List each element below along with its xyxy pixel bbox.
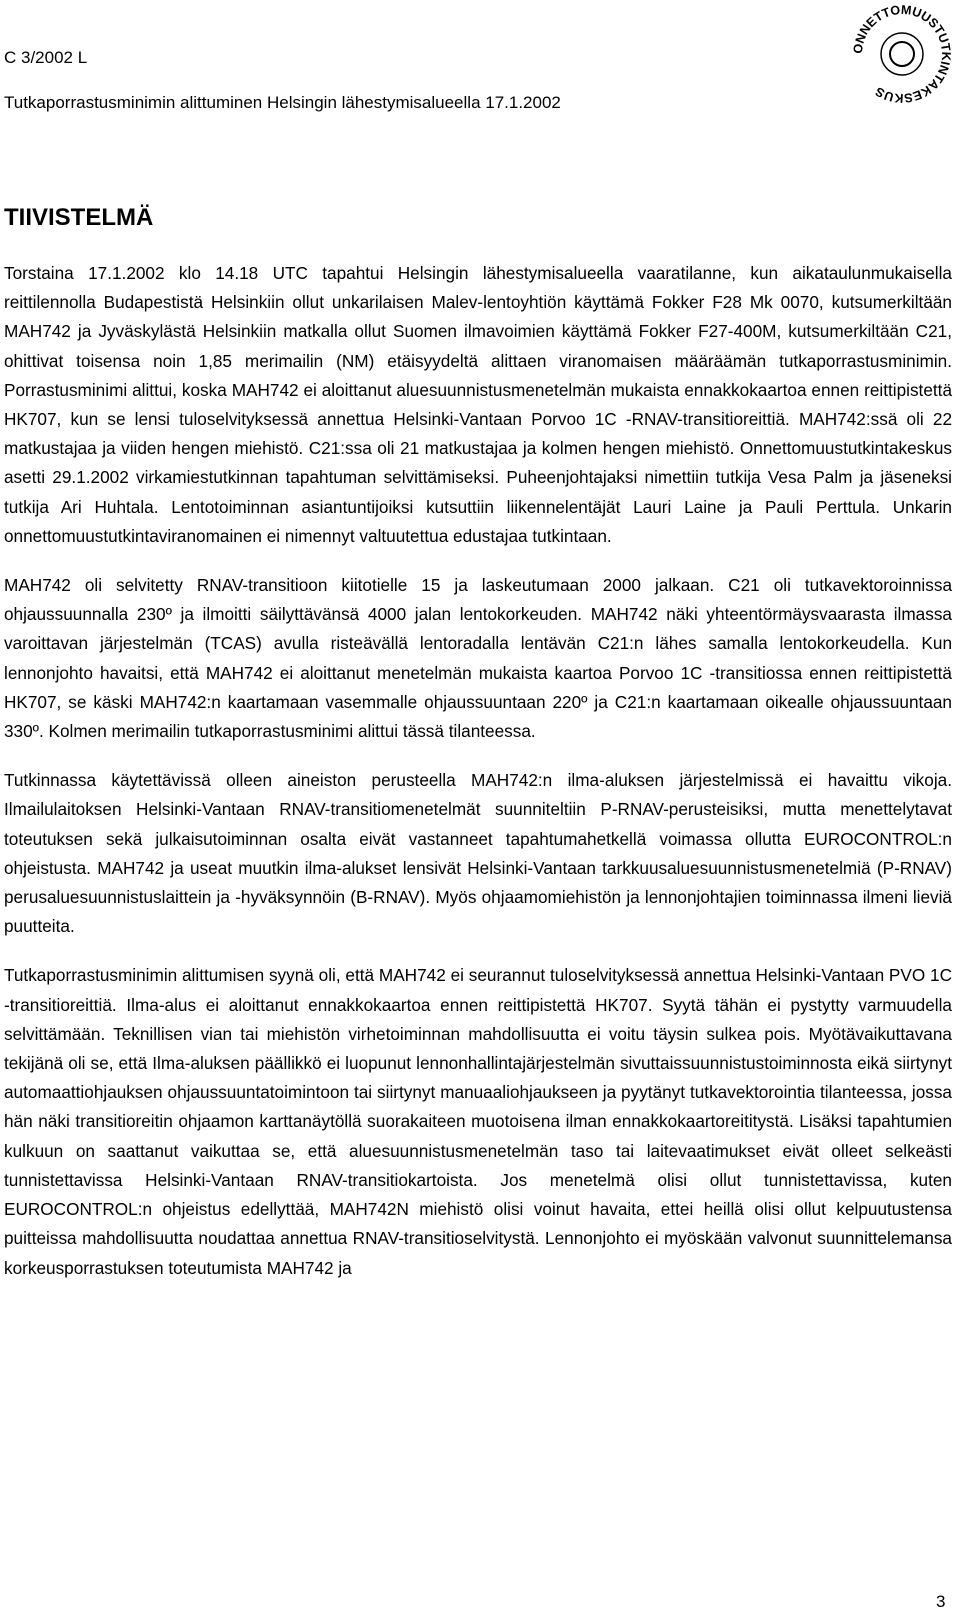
paragraph: Tutkaporrastusminimin alittumisen syynä oli, että MAH742 ei seurannut tuloselvityksessä annettua Helsinki-Vantaan PVO 1C -transitioreittiä. Ilma-alus ei aloittanut ennakkokaartoa ennen reittipistettä HK707. Syytä tähän ei pystytty varmuudella selvittämään. Teknillisen vian tai miehistön virhetoiminnan mahdollisuutta ei voitu täysin sulkea pois. Myötävaikuttavana tekijänä oli se, että Ilma-aluksen päällikkö ei luopunut lennonhallintajärjestelmän sivuttaissuunnistustoiminnosta eikä siirtynyt automaattiohjauksen ohjaussuuntatoimintoon tai siirtynyt manuaaliohjaukseen ja pyytänyt tutkavektorointia tilanteessa, jossa hän näki transitioreitin ohjaamon karttanäytöllä suorakaiteen muotoisena ilman ennakkokaartoreititystä. Lisäksi tapahtumien kulkuun on saattanut vaikuttaa se, että aluesuunnistusmenetelmän taso tai laitevaatimukset eivät olleet selkeästi tunnistettavissa Helsinki-Vantaan RNAV-transitiokartoista. Jos menetelmä olisi ollut tunnistettavissa, kuten EUROCONTROL:n ohjeistus edellyttää, MAH742N miehistö olisi voinut havaita, ettei heillä olisi ollut kelpuutustensa puitteissa mahdollisuutta noudattaa annettua RNAV-transitioselvitystä. Lennonjohto ei myöskään valvonut suunnittelemansa korkeusporrastuksen toteutumista MAH742 ja (4, 965, 952, 1278)
paragraph: Tutkinnassa käytettävissä olleen aineiston perusteella MAH742:n ilma-aluksen järjestelmissä ei havaittu vikoja. Ilmailulaitoksen Helsinki-Vantaan RNAV-transitiomenetelmät suunniteltiin P-RNAV-perusteisiksi, mutta menettelytavat toteutuksen sekä julkaisutoiminnan osalta eivät vastanneet tapahtumahetkellä voimassa ollutta EUROCONTROL:n ohjeistusta. MAH742 ja useat muutkin ilma-alukset lensivät Helsinki-Vantaan tarkkuusaluesuunnistusmenetelmiä (P-RNAV) perusaluesuunnistuslaittein ja -hyväksynnöin (B-RNAV). Myös ohjaamomiehistön ja lennonjohtajien toiminnassa ilmeni lieviä puutteita. (4, 770, 952, 937)
section-heading: TIIVISTELMÄ (4, 204, 154, 231)
paragraph: Torstaina 17.1.2002 klo 14.18 UTC tapahtui Helsingin lähestymisalueella vaaratilanne, kun aikataulunmukaisella reittilennolla Budapestistä Helsinkiin ollut unkarilaisen Malev-lentoyhtiön käyttämä Fokker F28 Mk 0070, kutsumerkiltään MAH742 ja Jyväskylästä Helsinkiin matkalla ollut Suomen ilmavoimien käyttämä Fokker F27-400M, kutsumerkiltään C21, ohittivat toisensa noin 1,85 merimailin (NM) etäisyydeltä alittaen viranomaisen määräämän tutkaporrastusminimin. Porrastusminimi alittui, koska MAH742 ei aloittanut aluesuunnistusmenetelmän mukaista ennakkokaartoa ennen reittipistettä HK707, kun se lensi tuloselvityksessä annettua Helsinki-Vantaan Porvoo 1C -RNAV-transitioreittiä. MAH742:ssä oli 22 matkustajaa ja viiden hengen miehistö. C21:ssa oli 21 matkustajaa ja kolmen hengen miehistö. Onnettomuustutkintakeskus asetti 29.1.2002 virkamiestutkinnan tapahtuman selvittämiseksi. Puheenjohtajaksi nimettiin tutkija Vesa Palm ja jäseneksi tutkija Ari Huhtala. Lentotoiminnan asiantuntijoiksi kutsuttiin liikennelentäjät Lauri Laine ja Pauli Perttula. Unkarin onnettomuustutkintaviranomainen ei nimennyt valtuutettua edustajaa tutkintaan. (4, 263, 952, 546)
report-title: Tutkaporrastusminimin alittuminen Helsingin lähestymisalueella 17.1.2002 (4, 93, 561, 112)
logo-text: ONNETTOMUUSTUTKINTAKESKUS (850, 2, 954, 106)
seal-logo-icon (850, 2, 954, 106)
summary-body (4, 259, 952, 1303)
paragraph: MAH742 oli selvitetty RNAV-transitioon kiitotielle 15 ja laskeutumaan 2000 jalkaan. C21 oli tutkavektoroinnissa ohjaussuunnalla 230º ja ilmoitti säilyttävänsä 4000 jalan lentokorkeuden. MAH742 näki yhteentörmäysvaarasta ilmassa varoittavan järjestelmän (TCAS) avulla risteävällä lentoradalla lentävän C21:n lähes samalla lentokorkeudella. Kun lennonjohto havaitsi, että MAH742 ei aloittanut menetelmän mukaista kaartoa Porvoo 1C -transitiossa ennen reittipistettä HK707, se käski MAH742:n kaartamaan vasemmalle ohjaussuuntaan 220º ja C21:n kaartamaan oikealle ohjaussuuntaan 330º. Kolmen merimailin tutkaporrastusminimi alittui tässä tilanteessa. (4, 575, 952, 742)
report-code: C 3/2002 L (4, 48, 88, 67)
page-number: 3 (936, 1592, 946, 1611)
svg-text:ONNETTOMUUSTUTKINTAKESKUS (851, 3, 953, 105)
